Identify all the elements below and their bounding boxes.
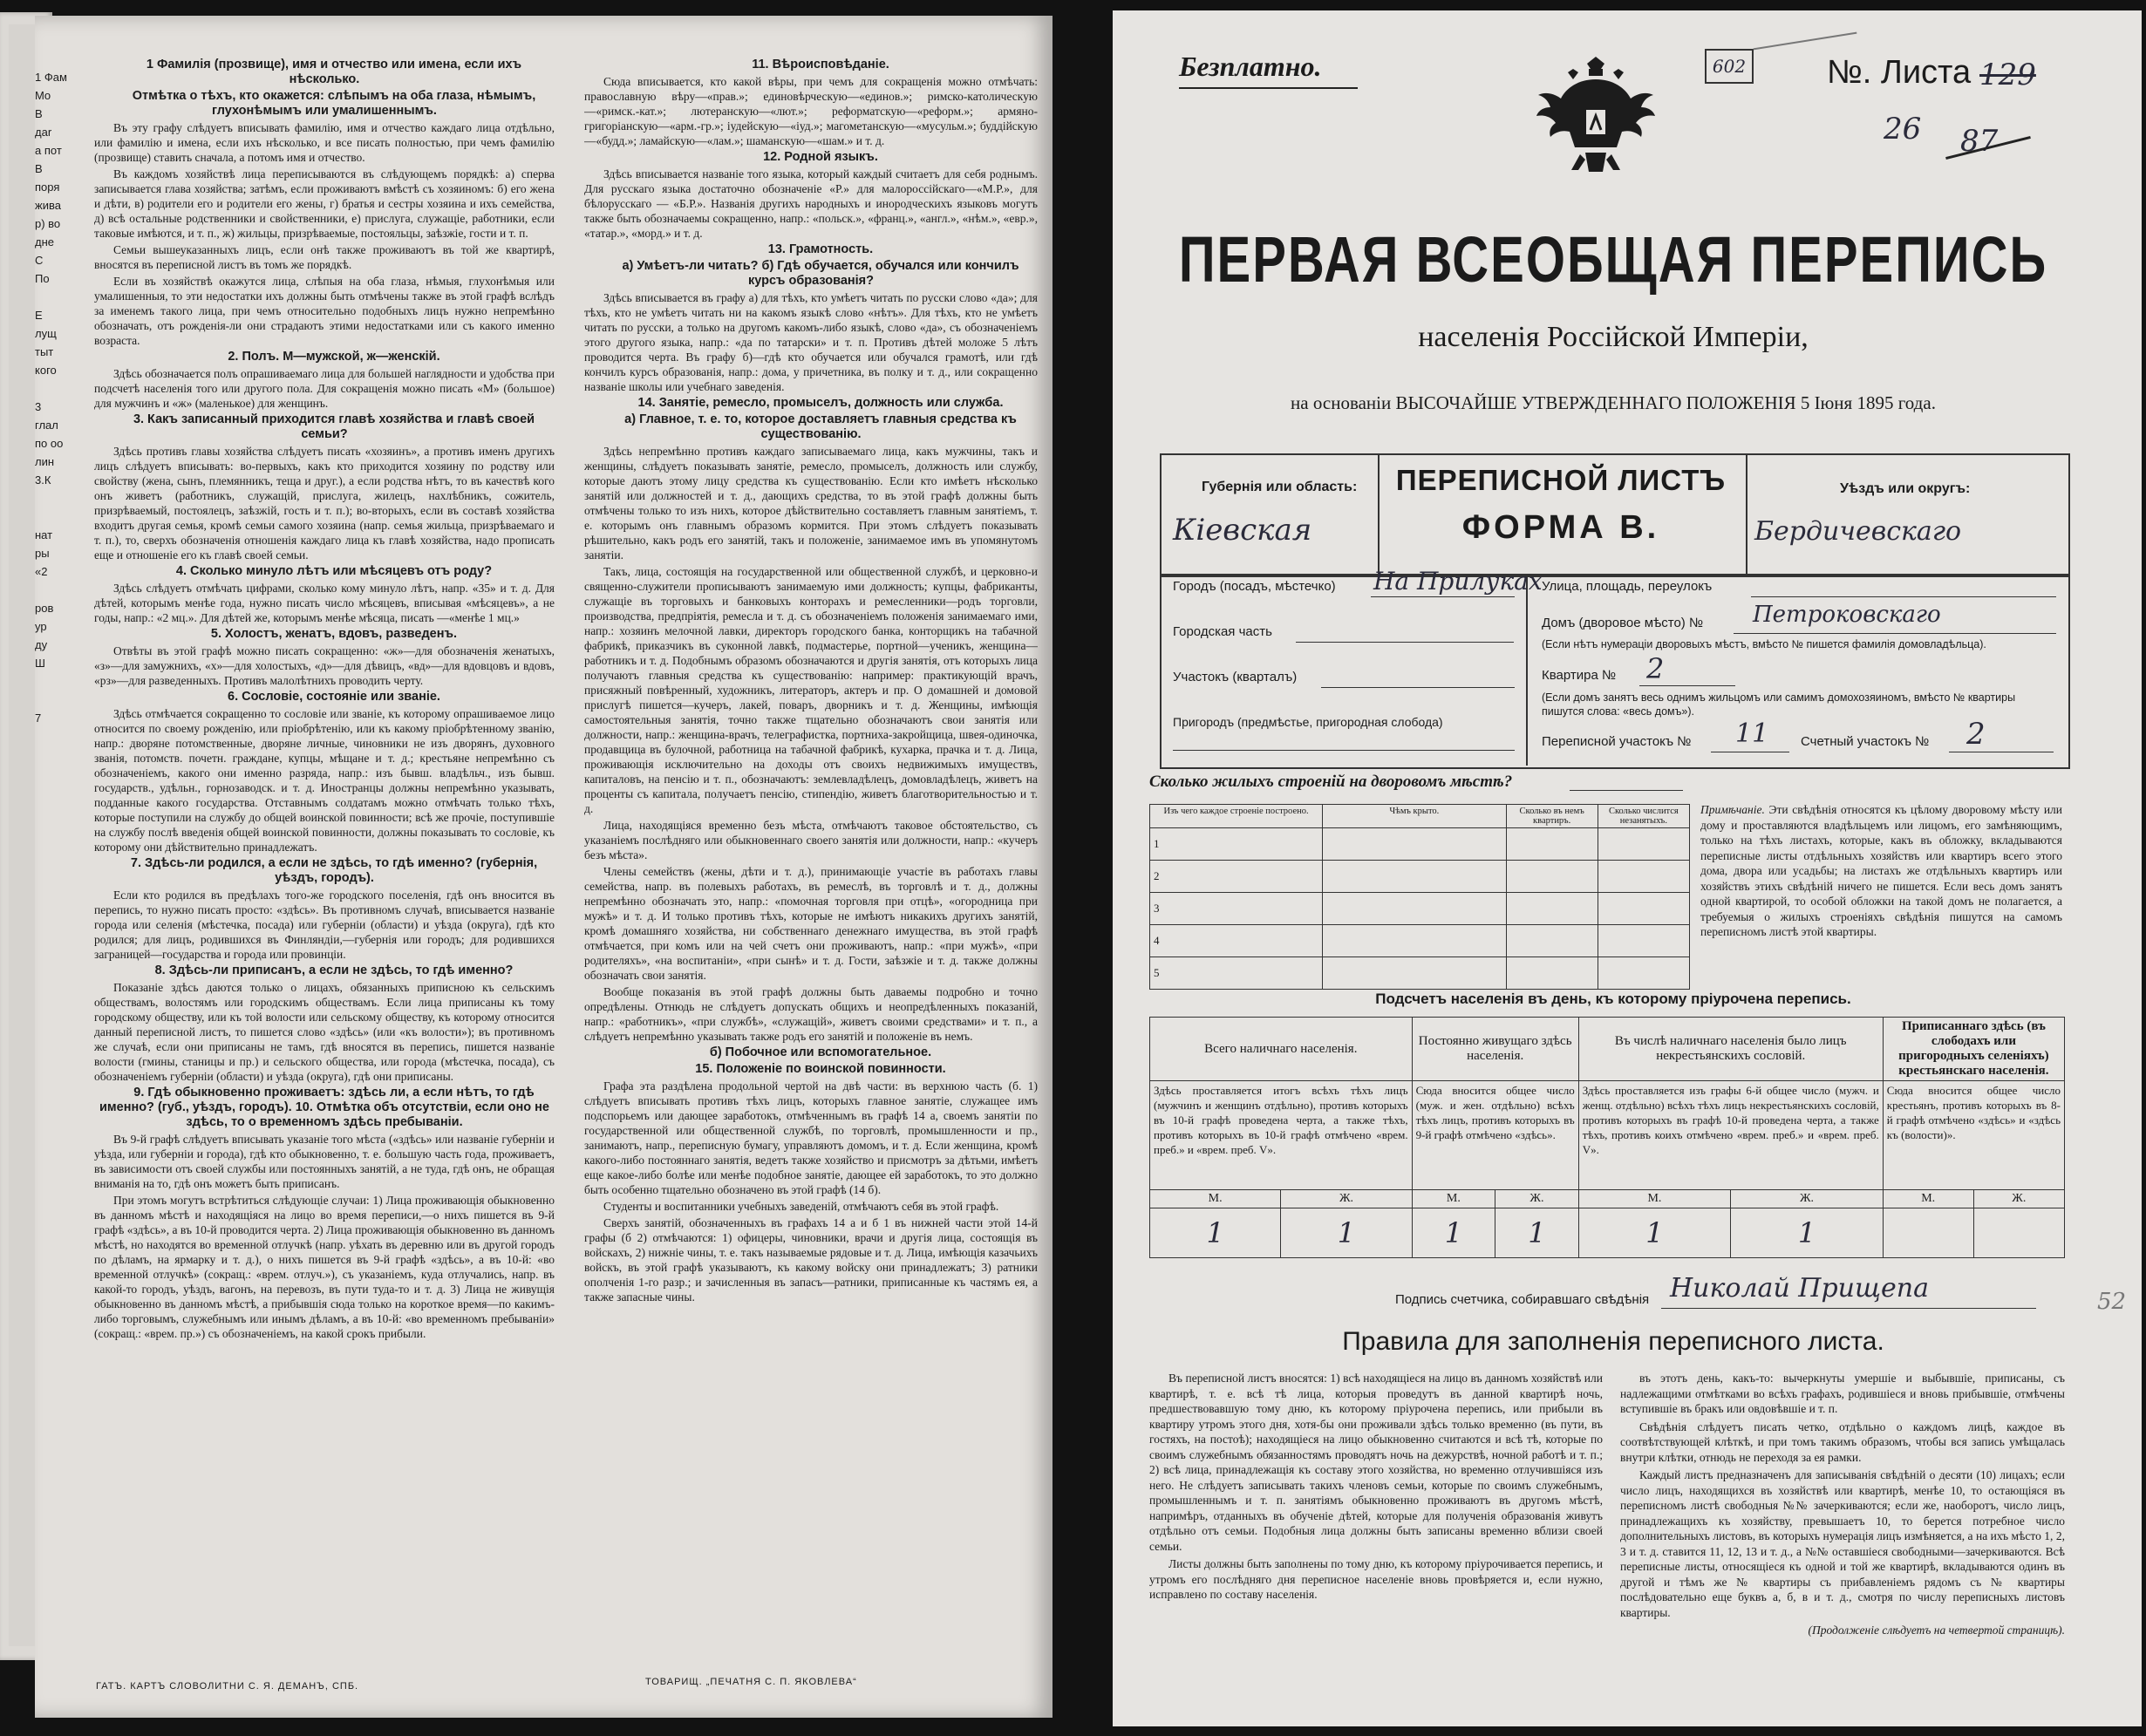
guberniya-value: Кіевская [1173,513,1312,548]
census-subtitle: населенія Россійской Имперіи, [1418,321,1809,353]
buildings-cell [1506,828,1598,861]
note-label: Примѣчаніе. [1700,803,1765,816]
instruction-heading: 15. Положеніе по воинской повинности. [695,1062,946,1076]
edge-fragment [35,379,85,398]
edge-fragment: a пот [35,144,62,157]
edge-fragment [35,581,85,599]
buildings-question: Сколько жилыхъ строеній на дворовомъ мѣстѣ? [1149,773,1513,791]
buildings-cell [1598,828,1689,861]
suburb-label: Пригородъ (предмѣстье, пригородная слобода) [1173,715,1443,729]
count-header: Всего наличнаго населенія. [1150,1018,1413,1081]
edge-fragment: «2 [35,565,48,578]
buildings-cell [1506,893,1598,925]
buildings-row-number: 5 [1150,957,1323,990]
edge-fragment: дне [35,235,54,248]
buildings-row [1150,861,1690,893]
instruction-heading: 5. Холостъ, женатъ, вдовъ, разведенъ. [210,627,458,641]
rules-title: Правила для заполненія переписного листа. [1342,1327,1884,1356]
instruction-paragraph: Въ эту графу слѣдуетъ вписывать фамилію, имя и отчество каждаго лица отдѣльно, или фамилію и имена, если ихъ нѣсколько, и все писать полностью, при чемъ фамилію (прозвище) ставить сначала, а потомъ имя и отчество. [94,121,555,164]
count-header: Приписаннаго здѣсь (въ слободахъ или пригородныхъ селеніяхъ) крестьянскаго населенія. [1883,1018,2064,1081]
buildings-cell [1323,828,1506,861]
buildings-header: Чѣмъ крыто. [1323,805,1506,828]
instruction-paragraph: При этомъ могутъ встрѣтиться слѣдующіе случаи: 1) Лица проживающія обыкновенно въ данномъ мѣстѣ и находящіяся на лицо во время переписи,—о нихъ пишется въ 9-й графѣ «здѣсь», а въ 10-й проводится черта. 2) Лица проживающія обыкновенно въ данномъ мѣстѣ, но находятся во временной отлучкѣ (напр. уѣхать въ деревню или въ другой городъ по дѣламъ, на ярмарку и т. д.), о нихъ пишется въ 9-й графѣ «здѣсь», а въ 10-й: «во временной отлучкѣ» (сокращ.: «врем. отлуч.»), съ указаніемъ, куда отлучались, напр. въ какой-то городъ, уѣздъ, вагонъ, на перевозъ, въ пути туда-то и т. д. 3) Лица не живущія обыкновенно въ данномъ мѣстѣ, а прибывшія сюда только на короткое время—по какимъ-либо торговымъ, служебнымъ или инымъ дѣламъ, а въ 10-й: «во временномъ пребываніи» (сокращ.: «врем. пр.») съ обозначеніемъ, на какой срокъ прибыли. [94,1194,555,1340]
instruction-heading: 6. Сословіе, состояніе или званіе. [228,690,440,704]
instruction-heading: 3. Какъ записанный приходится главѣ хозяйства и главѣ своей семьи? [133,412,535,441]
buildings-cell [1506,861,1598,893]
instruction-paragraph: Здѣсь слѣдуетъ отмѣчать цифрами, сколько кому минуло лѣтъ, напр. «35» и т. д. Для дѣтей, которымъ менѣе года, нужно писать число мѣсяцевъ, вписывая «мѣсяцевъ», а не годы, напр.: «2 мц.». Для дѣтей же, которымъ менѣе мѣсяца, писать —«менѣе 1 мц.» [94,582,555,624]
buildings-cell [1323,925,1506,957]
count-description: Здѣсь проставляется итогъ всѣхъ тѣхъ лицъ (мужчинъ и женщинъ отдѣльно), противъ которыхъ въ 10-й графѣ проведена черта, а также тѣхъ, противъ которыхъ въ 10-й графѣ отмѣчено «врем. преб.» и «врем. преб. V». [1150,1081,1413,1190]
printer-footer-2: ТОВАРИЩ. „ПЕЧАТНЯ С. П. ЯКОВЛЕВА“ [645,1677,857,1687]
edge-fragment: 7 [35,711,42,725]
edge-fragment: В [35,107,43,120]
instruction-paragraph: Студенты и воспитанники учебныхъ заведеній, отмѣчаютъ себя въ этой графѣ. [603,1200,999,1213]
census-district-value: 11 [1735,718,1769,749]
buildings-cell [1598,925,1689,957]
left-page [35,16,1053,1718]
instruction-paragraph: Если въ хозяйствѣ окажутся лица, слѣпыя на оба глаза, нѣмыя, глухонѣмыя или умалишенныя, то эти недостатки ихъ должны быть отмѣчены также въ этой графѣ вслѣдъ за именемъ такого лица, при чемъ относительно подобныхъ лицъ нужно непремѣнно обозначать, отъ рожденія-ли они страдаютъ этими недостатками или съ какого именно возраста. [94,275,555,347]
male-label: М. [1412,1190,1495,1208]
instruction-paragraph: Здѣсь вписывается названіе того языка, который каждый считаетъ для себя роднымъ. Для русскаго языка достаточно обозначеніе «Р.» для малороссійскаго—«М.Р.», для бѣлорусскаго — «Б.Р.». Названія другихъ народныхъ и инородческихъ языковъ могутъ также быть обозначаемы сокращенно, напр.: «польск.», «франц.», «англ.», «нѣм.», «евр.», «татар.», «морд.» и т. д. [584,167,1038,240]
buildings-row-number: 4 [1150,925,1323,957]
edge-fragment: глал [35,419,58,432]
edge-fragment: 1 Фам [35,71,67,84]
edge-fragment: р) во [35,217,61,230]
rules-paragraph: Листы должны быть заполнены по тому дню, къ которому пріурочивается перепись, и утромъ его послѣдняго дня переписное населеніе вновь провѣряется и, если нужно, исправлено по составу населенія. [1149,1557,1603,1601]
signature-label: Подпись счетчика, собиравшаго свѣдѣнія [1395,1292,1650,1307]
form-name: ФОРМА В. [1461,509,1660,546]
buildings-row-number: 3 [1150,893,1323,925]
edge-fragment: жива [35,199,61,212]
note-text: Эти свѣдѣнія относятся къ цѣлому дворовому мѣсту или дому и проставляются владѣльцемъ или лицомъ, его замѣняющимъ, только на тѣхъ листахъ, которые, какъ въ обложку, вкладываются переписные листы отдѣльныхъ хозяйствъ или квартиръ всего этого дома, двора или усадьбы; на листахъ же отдѣльныхъ квартиръ или хозяйствъ этихъ свѣдѣній ничего не пишется. Если весь домъ занятъ одной квартирой, то особой обложки на такой домъ не полагается, а требуемыя о жилыхъ строеніяхъ свѣдѣнія пишутся на самомъ переписномъ листѣ этой квартиры. [1700,803,2063,938]
rules-continued-note: (Продолженіе слѣдуетъ на четвертой страницѣ). [1808,1624,2065,1637]
instructions-column-2 [584,58,1038,1666]
edge-fragment: По [35,272,50,285]
instruction-heading: 2. Полъ. М—мужской, ж—женскій. [228,350,440,364]
edge-fragment: ры [35,547,50,560]
edge-fragment: дar [35,126,52,139]
sheet-number-crossed-2: 87 [1960,124,1999,159]
instruction-paragraph: Вообще показанія въ этой графѣ должны быть даваемы подробно и точно опредѣлены. Отнюдь не слѣдуетъ допускать общихъ и неопредѣленныхъ показаній, напр.: «работникъ», «при службѣ», «служащій», живетъ своими средствами» и т. п., а слѣдуетъ непремѣнно указывать также родъ его занятій и положеніе въ немъ. [584,985,1038,1043]
count-value: 1 [1281,1208,1412,1258]
count-district-value: 2 [1966,717,1986,752]
instruction-heading: 11. Вѣроисповѣданіе. [752,58,889,71]
instruction-heading: б) Побочное или вспомогательное. [709,1045,932,1059]
edge-fragment: Mo [35,89,51,102]
instruction-heading: 14. Занятіе, ремесло, промыселъ, должность или служба. [637,396,1004,410]
double-headed-eagle-emblem [1535,48,1657,187]
signature-line [1661,1308,2036,1309]
buildings-question-line [1570,790,1683,791]
count-value [1883,1208,1973,1258]
edge-fragment [35,672,85,691]
edge-fragment: 3.К [35,473,51,487]
buildings-cell [1323,893,1506,925]
instruction-paragraph: Такъ, лица, состоящія на государственной или общественной службѣ, и церковно-и священно-служители прописываютъ занимаемую ими должность; купцы, фабриканты, служащіе въ торговыхъ и банковыхъ конторахъ и ремесленники—родъ торговли, производства, предпріятія, ремесла и т. д. съ обозначеніемъ положенія занимаемаго ими, напр.: хозяинъ мелочной лавки, директоръ городского банка, конторщикъ на табачной фабрикѣ, приказчикъ въ суконной лавкѣ, подмастерье, портной—ученикъ, женщина—работникъ и т. д. Подобнымъ образомъ обозначаются и другія занятія, отъ которыхъ лица получаютъ главныя средства къ существованію: например: практикующій врачъ, присяжный повѣренный, художникъ, литераторъ, актеръ и пр. О домашней и домовой прислугѣ пишется—кучеръ, лакей, поваръ, дворникъ и т. д. Женщины, имѣющія самостоятельныя занятія, точно также тщательно обозначаютъ свои занятія или должности, напр.: женщина-врачъ, телеграфистка, портниха-закройщица, швея-одиночка, продавщица въ булочной, работница на табачной фабрикѣ, кухарка, прачка и т. д. Лица, проживающія исключительно на доходы отъ своихъ недвижимыхъ имуществъ, капиталовъ, на пенсію и т. п., обозначаютъ: землевладѣлецъ, домовладѣлецъ, живетъ на проценты съ капитала, получаетъ пенсію, стипендію, живетъ благотворительностью и т. д. [584,565,1038,815]
buildings-row [1150,828,1690,861]
instruction-heading: 8. Здѣсь-ли приписанъ, а если не здѣсь, то гдѣ именно? [154,963,514,977]
flat-label: Квартира № [1542,668,1617,683]
sheet-number-crossed: 129 [1979,58,2036,92]
left-edge-cut-text [35,68,85,727]
instruction-paragraph: Здѣсь отмѣчается сокращенно то сословіе или званіе, къ которому опрашиваемое лицо относится по своему рожденію, или пріобрѣтенію, или къ какому пріобрѣтенному званію, напр.: дворяне потомственные, дворяне личные, чиновники не изъ дворянъ, духовного званія, потомств. почетн. граждане, купцы, мѣщане и т. д.; крестьяне непремѣнно съ обозначеніемъ, какого они именно разряда, напр.: изъ бывш. владѣльч., изъ бывш. государств., удѣльн., горнозаводск. и т. д. Иностранцы должны непремѣнно указывать, подданные какого государства. Отставнымъ солдатамъ можно отмѣчать только тѣхъ, которые поступили на службу до общей воинской повинности; всѣ же прочіе, поступившіе на службу послѣ введенія общей воинской повинности, должны показывать то сословіе, къ которому они дѣйствительно принадлежатъ. [94,707,555,854]
count-header: Въ числѣ наличнаго населенія было лицъ некрестьянскихъ сословій. [1578,1018,1883,1081]
buildings-header: Сколько въ немъ квартиръ. [1506,805,1598,828]
section-line [1321,687,1515,688]
buildings-row [1150,957,1690,990]
flat-note: (Если домъ занятъ весь однимъ жильцомъ или самимъ домохозяиномъ, вмѣсто № квартиры пишутся слова: «весь домъ»). [1542,691,2016,718]
city-part-label: Городская часть [1173,624,1272,639]
instruction-paragraph: Сверхъ занятій, обозначенныхъ въ графахъ 14 а и б 1 въ нижней части этой 14-й графы (б 2) отмѣчаются: 1) офицеры, чиновники, врачи и другія лица, состоящія въ войскахъ, 2) нижніе чины, т. е. такъ называемые рядовые и т. д. Лица, имѣющія казачьихъ войскъ, въ этой графѣ указываютъ, къ какому войску они принадлежатъ; 3) ратники ополченія 1-го разр.; и зачисленныя въ запасъ—ратники, приписанные къ частямъ ея, а также запасные чины. [584,1216,1038,1304]
edge-fragment: лин [35,455,55,468]
sheet-title: ПЕРЕПИСНОЙ ЛИСТЪ [1395,464,1727,496]
edge-fragment [35,489,85,507]
count-value: 1 [1412,1208,1495,1258]
buildings-row-number: 2 [1150,861,1323,893]
count-value: 1 [1731,1208,1884,1258]
count-header: Постоянно живущаго здѣсь населенія. [1412,1018,1578,1081]
edge-fragment [35,288,85,306]
instruction-paragraph: Здѣсь обозначается полъ опрашиваемаго лица для большей наглядности и удобства при подсчетѣ населенія того или другого пола. Для сокращенія можно писать «М» (большое) для мужчинъ и «ж» (маленькое) для женщинъ. [94,367,555,410]
edge-fragment: ур [35,620,47,633]
census-main-title: ПЕРВАЯ ВСЕОБЩАЯ ПЕРЕПИСЬ [1178,223,2048,296]
sheet-number-label: №. Листа [1827,54,1972,91]
instruction-heading: 12. Родной языкъ. [763,150,878,164]
instruction-paragraph: Графа эта раздѣлена продольной чертой на двѣ части: въ верхнюю часть (б. 1) слѣдуетъ вписывать противъ тѣхъ лицъ, которыхъ главное занятіе, служащее имъ подспорьемъ или дающее заработокъ, отмѣченнымъ въ графѣ 14 а, своемъ занятіи по государственной или общественной службѣ, по торговлѣ, промышленности и пр., занимаютъ, напр., переписную бумагу, управляютъ домомъ, и т. д. Если женщина, кромѣ какого-либо постояннаго занятія, ведетъ также хозяйство и присмотръ за дѣтьми, имѣетъ еще какое-либо болѣе или менѣе подобное занятіе, дающее ей заработокъ, то это должно быть особенно тщательно обозначено въ этой графѣ (14 б). [584,1079,1038,1196]
instruction-paragraph: Въ 9-й графѣ слѣдуетъ вписывать указаніе того мѣста («здѣсь» или названіе губерніи и уѣзда, или губерніи и города), гдѣ кто обыкновенно, т. е. большую часть года, проживаетъ, въ зависимости отъ своей службы или постоянныхъ занятій, а не туда, гдѣ онъ, не обращая вниманія на то, гдѣ онъ можетъ быть приписанъ. [94,1133,555,1190]
margin-note: 52 [2097,1289,2127,1315]
edge-fragment: ров [35,602,54,615]
guberniya-label: Губернія или область: [1202,480,1358,494]
instruction-heading: 4. Сколько минуло лѣтъ или мѣсяцевъ отъ роду? [175,564,493,578]
instruction-paragraph: Отвѣты въ этой графѣ можно писать сокращенно: «ж»—для обозначенія женатыхъ, «з»—для замужнихъ, «х»—для холостыхъ, «д»—для дѣвицъ, «вд»—для вдовцовъ и вдовъ, «рз»—для разведенныхъ. Противъ малолѣтнихъ проводить черту. [94,644,555,687]
instructions-column-1 [94,58,555,1666]
count-description: Здѣсь проставляется изъ графы 6-й общее число (мужч. и женщ. отдѣльно) всѣхъ тѣхъ лицъ некрестьянскихъ сословій, противъ которыхъ въ графѣ 10-й проведена черта, а также тѣхъ, противъ коихъ отмѣчено «врем. преб.» и «врем. преб. V». [1578,1081,1883,1190]
female-label: Ж. [1495,1190,1579,1208]
instruction-paragraph: Здѣсь вписывается въ графу а) для тѣхъ, кто умѣетъ читать по русски слово «да»; для тѣхъ, кто не умѣетъ читать ни на какомъ языкѣ слово «нѣтъ». Для тѣхъ, кто не умѣетъ читать по русски, а только на другомъ какомъ-либо языкѣ, слово «да», съ обозначеніемъ этого другого языка, напр.: «да по татарски» и т. п. Противъ дѣтей моложе 5 лѣтъ проводится черта. Въ графу б)—гдѣ кто обучается или обучался грамотѣ, или гдѣ кончилъ курсъ образованія, напр.: дома, у причетника, въ полку и т. д., или сокращенно названіе школы или учебнаго заведенія. [584,291,1038,393]
instruction-heading: 7. Здѣсь-ли родился, а если не здѣсь, то гдѣ именно? (губернія, уѣздъ, городъ). [130,856,538,885]
instruction-paragraph: Члены семействъ (жены, дѣти и т. д.), принимающіе участіе въ работахъ главы семейства, напр. въ полевыхъ работахъ, въ ремеслѣ, въ торговлѣ и т. д., должны непремѣнно обозначать это, напр.: «помочная торговля при отцѣ», «огородница при мужѣ» и т. д. И только противъ тѣхъ, которые не имѣютъ никакихъ другихъ занятій, кромѣ домашняго хозяйства, ни собственнаго денежнаго имущества, въ этой графѣ отмѣчается, при комъ или на чей счетъ они проживаютъ, напр.: «при мужѣ», «при родителяхъ», «на воспитаніи», «при сынѣ» и т. д. Гости, заѣзжіе и т. д. также должны обозначать свои занятія. [584,865,1038,982]
rules-paragraph: Свѣдѣнія слѣдуетъ писать четко, отдѣльно о каждомъ лицѣ, каждое въ соотвѣтствующей клѣткѣ, и при томъ такимъ образомъ, чтобы вся запись умѣщалась внутри клѣтки, отнюдь не переходя за ея рамки. [1620,1419,2065,1464]
uezd-value: Бердичевскаго [1754,516,1962,547]
rules-column-right [1620,1371,2065,1693]
instruction-heading: Отмѣтка о тѣхъ, кто окажется: слѣпымъ на оба глаза, нѣмымъ, глухонѣмымъ или умалишеннымъ. [132,89,536,118]
signature-value: Николай Прищепа [1670,1273,1929,1304]
count-value: 1 [1578,1208,1731,1258]
buildings-row [1150,893,1690,925]
edge-fragment: лущ [35,327,57,340]
town-value: На Прилуках [1373,567,1543,596]
count-title: Подсчетъ населенія въ день, къ которому пріурочена перепись. [1375,991,1851,1007]
edge-fragment [35,507,85,526]
rules-paragraph: Въ переписной листъ вносятся: 1) всѣ находящіеся на лицо въ данномъ хозяйствѣ или квартирѣ, т. е. всѣ тѣ лица, которыя проведутъ въ данной квартирѣ ночь, предшествовавшую тому дню, къ которому пріурочена перепись, или прибыли въ квартиру утромъ этого дня, хотя-бы они проживали здѣсь только временно (въ пути, въ гостяхъ, на постоѣ); находящіеся на лицо обыкновенно считаются и всѣ тѣ, которые по своимъ служебнымъ обязанностямъ проводятъ ночь на дежурствѣ, ночной работѣ и т. п.; 2) всѣ лица, принадлежащія къ составу этого хозяйства, но временно отлучившіяся изъ него. Не слѣдуетъ записывать такихъ членовъ семьи, которые по своимъ служебнымъ, промышленнымъ и т. п. занятіямъ обыкновенно проживаютъ въ другомъ мѣстѣ, напримѣръ, отданныхъ въ обученіе дѣтей, которые для полученія образованія живутъ отдѣльно отъ семьи. Подобныя лица должны быть записаны временно вблизи своей семьи. [1149,1372,1603,1553]
instruction-paragraph: Здѣсь непремѣнно противъ каждаго записываемаго лица, какъ мужчины, такъ и женщины, слѣдуетъ показывать занятіе, ремесло, промыселъ, должность или службу, которые даютъ этому лицу средства къ существованію. Если кто имѣетъ нѣсколько занятій или должностей и т. д., дающихъ средства, то въ этой графѣ должны быть отмѣчены только то изъ нихъ, которое дѣйствительно составляетъ главным занятіемъ, т. е. которымъ онъ главнымъ образомъ кормится. При этомъ слѣдуетъ показывать рѣшительно, какъ родъ его занятій, такъ и положеніе, занимаемое имъ въ упомянутомъ занятіи. [584,445,1038,562]
street-label: Улица, площадь, переулокъ [1542,579,1713,594]
uezd-label: Уѣздъ или округъ: [1840,481,1971,496]
buildings-cell [1323,957,1506,990]
instruction-heading: 1 Фамилія (прозвище), имя и отчество или имена, если ихъ нѣсколько. [146,58,522,86]
edge-fragment: С [35,254,44,267]
edge-fragment: ду [35,638,48,651]
house-note: (Если нѣтъ нумераціи дворовыхъ мѣстъ, вмѣсто № пишется фамилія домовладѣльца). [1542,638,1986,650]
house-line [1734,633,2056,634]
buildings-row [1150,925,1690,957]
female-label: Ж. [1973,1190,2064,1208]
edge-fragment: нат [35,528,53,541]
buildings-cell [1598,957,1689,990]
male-label: М. [1883,1190,1973,1208]
male-label: М. [1150,1190,1281,1208]
flat-value: 2 [1646,652,1665,685]
town-label: Городъ (посадъ, мѣстечко) [1173,579,1336,594]
edge-fragment: тыт [35,345,54,358]
buildings-cell [1323,861,1506,893]
count-value [1973,1208,2064,1258]
edge-fragment: 3 [35,400,42,413]
edge-fragment: поря [35,180,60,194]
suburb-line [1173,750,1515,751]
buildings-row-number: 1 [1150,828,1323,861]
printer-footer-1: ГАТЪ. КАРТЪ СЛОВОЛИТНИ С. Я. ДЕМАНЪ, СПБ. [96,1681,359,1692]
free-label: Безплатно. [1179,51,1322,82]
instruction-paragraph: Если кто родился въ предѣлахъ того-же городского поселенія, гдѣ онъ вносится въ перепись, то нужно писать просто: «здѣсь». Въ противномъ случаѣ, вписывается названіе города или селенія (мѣстечка, посада) или губерніи (области) и уѣзда (округа), гдѣ кто родился; для лицъ, родившихся въ Финляндіи,—губернія или городъ; для родившихся заграницей—государства и города или провинціи. [94,888,555,961]
instruction-paragraph: Сюда вписывается, кто какой вѣры, при чемъ для сокращенія можно отмѣчать: православную вѣру—«прав.»; единовѣрческую—«единов.»; римско-католическую—«римск.-кат.»; лютеранскую—«лют.»; реформатскую—«реформ.»; армяно-григоріанскую—«арм.-гр.»; іудейскую—«іуд.»; магометанскую—«мусульм.»; буддійскую—«будд.»; ламайскую—«лам.»; шаманскую—«шам.» и т. д. [584,75,1038,147]
female-label: Ж. [1281,1190,1412,1208]
town-line [1371,596,1515,597]
count-district-label: Счетный участокъ № [1801,734,1930,749]
edge-fragment: Е [35,309,43,322]
buildings-table [1149,804,1690,990]
population-count-table [1149,1017,2065,1258]
rules-column-left [1149,1371,1603,1693]
instruction-paragraph: Здѣсь противъ главы хозяйства слѣдуетъ писать «хозяинъ», а противъ именъ другихъ лицъ слѣдуетъ вписывать: во-первыхъ, какъ кто приходится хозяину по родству или свойству (жена, сынъ, племянникъ, теща и друг.), а если родства нѣтъ, то въ качествѣ кого онъ живетъ (работникъ, служащій, прислуга, жилецъ, нахлѣбникъ, сожитель, призрѣваемый, постоялецъ, заѣзжій, гость и т. п.); во-вторыхъ, если въ составѣ хозяйства входитъ другая семья, кромѣ семьи самого хозяина (напр. семья жильца, призрѣваемаго и т. п.), то, сверхъ обозначенія отношенія каждаго лица къ главѣ хозяйства, надо прописать еще и отношеніе его къ главѣ своей семьи. [94,445,555,562]
count-value: 1 [1495,1208,1579,1258]
rules-paragraph: въ этотъ день, какъ-то: вычеркнуты умершіе и выбывшіе, приписаны, съ надлежащими отмѣтками во всѣхъ графахъ, родившіеся и вновь прибывшіе, отмѣчены вступившіе въ бракъ или овдовѣвшіе и т. п. [1620,1372,2065,1415]
free-label-underline [1179,87,1358,89]
buildings-cell [1598,893,1689,925]
rules-paragraph: Каждый листъ предназначенъ для записыванія свѣдѣній о десяти (10) лицахъ; если число лицъ, находящихся въ хозяйствѣ или квартирѣ, менѣе 10, то остающіяся въ переписномъ листѣ свободныя №№ зачеркиваются; если же, наоборотъ, число лицъ, принадлежащихъ къ хозяйству, превышаетъ 10, то берется потребное число дополнительныхъ листовъ, въ которыхъ нумерація лицъ измѣняется, а на ихъ мѣсто 1, 2, 3 и т. д. ставится 11, 12, 13 и т. д., а №№ оставшіеся свободными—зачеркиваются. Всѣ переписные листы, относящіеся къ одной и той же квартирѣ, вкладываются одинъ въ другой и тѣмъ же № квартиры съ прибавленіемъ рядомъ съ № квартиры послѣдовательно еще буквъ а, б, в и т. д., смотря по числу переписныхъ листовъ квартиры. [1620,1468,2065,1619]
buildings-note [1700,802,2062,940]
instruction-heading: а) Умѣетъ-ли читать? б) Гдѣ обучается, обучался или кончилъ курсъ образованія? [622,259,1019,288]
count-value: 1 [1150,1208,1281,1258]
instruction-paragraph: Показаніе здѣсь даются только о лицахъ, обязанныхъ приписною къ сельскимъ обществамъ, волостямъ или городскимъ обществамъ. Если лица приписаны къ тому городскому обществу, или къ той волости или сельскому обществу, къ которому относится данный переписной листъ, то пишется слово «здѣсь» (или «къ волости»); въ противномъ же случаѣ, если они приписаны не тамъ, гдѣ вносятся въ перепись, пишется названіе волости (гмины, станицы и пр.) и сельского общества, или города (мѣстечка, посада), съ обозначеніемъ губерніи (области) и уѣзда (округа), гдѣ они приписаны. [94,981,555,1083]
buildings-header: Сколько числится незанятыхъ. [1598,805,1689,828]
census-district-label: Переписной участокъ № [1542,734,1692,749]
instruction-heading: 13. Грамотность. [767,242,874,256]
house-label: Домъ (дворовое мѣсто) № [1542,616,1704,630]
buildings-cell [1506,957,1598,990]
buildings-header: Изъ чего каждое строеніе построено. [1150,805,1323,828]
corner-pencil-note: 602 [1705,49,1754,84]
buildings-cell [1598,861,1689,893]
city-part-line [1296,642,1514,643]
house-value: Петроковскаго [1753,602,1941,628]
street-line [1751,596,2056,597]
buildings-cell [1506,925,1598,957]
female-label: Ж. [1731,1190,1884,1208]
instruction-paragraph: Въ каждомъ хозяйствѣ лица переписываются въ слѣдующемъ порядкѣ: а) сперва записывается глава хозяйства; затѣмъ, если проживаютъ вмѣстѣ съ хозяиномъ: б) его жена и дѣти, в) родители его и родители его жены, г) братья и сестры хозяина и ихъ семейства, д) всѣ остальные родственники и свойственники, е) прислуга, служащіе, работники, если таковые имѣются, и т. п., ж) жильцы, призрѣваемые, постояльцы, заѣзжіе, гости и т. п. [94,167,555,240]
instruction-paragraph: Лица, находящіяся временно безъ мѣста, отмѣчаютъ таковое обстоятельство, съ указаніемъ послѣдняго или обыкновеннаго своего занятія или должности, напр.: «кучеръ безъ мѣста». [584,819,1038,861]
instruction-heading: а) Главное, т. е. то, которое доставляетъ главныя средства къ существованію. [624,412,1017,441]
instruction-paragraph: Семьи вышеуказанныхъ лицъ, если онѣ также проживаютъ въ той же квартирѣ, вносятся въ переписной листъ въ томъ же порядкѣ. [94,243,555,271]
flat-line [1639,685,1735,686]
edge-fragment: В [35,162,43,175]
edge-fragment: Ш [35,657,45,670]
count-description: Сюда вносится общее число крестьянъ, противъ которыхъ въ 8-й графѣ отмѣчено «здѣсь» и «здѣсь къ (волости)». [1883,1081,2064,1190]
edge-fragment: по оо [35,437,64,450]
edge-fragment [35,691,85,709]
census-legal-basis: на основаніи ВЫСОЧАЙШЕ УТВЕРЖДЕННАГО ПОЛОЖЕНІЯ 5 Іюня 1895 года. [1291,392,1936,413]
sheet-number-value: 26 [1884,112,1922,146]
section-label: Участокъ (кварталъ) [1173,670,1298,684]
count-description: Сюда вносится общее число (муж. и жен. отдѣльно) всѣхъ тѣхъ лицъ, противъ которыхъ въ 9-й графѣ отмѣчено «здѣсь». [1412,1081,1578,1190]
instruction-heading: 9. Гдѣ обыкновенно проживаетъ: здѣсь ли, а если нѣтъ, то гдѣ именно? (губ., уѣздъ, городъ). 10. Отмѣтка объ отсутствіи, если оно не здѣсь, то о временномъ здѣсь пребываніи. [99,1086,549,1129]
edge-fragment: кого [35,364,57,377]
male-label: М. [1578,1190,1731,1208]
